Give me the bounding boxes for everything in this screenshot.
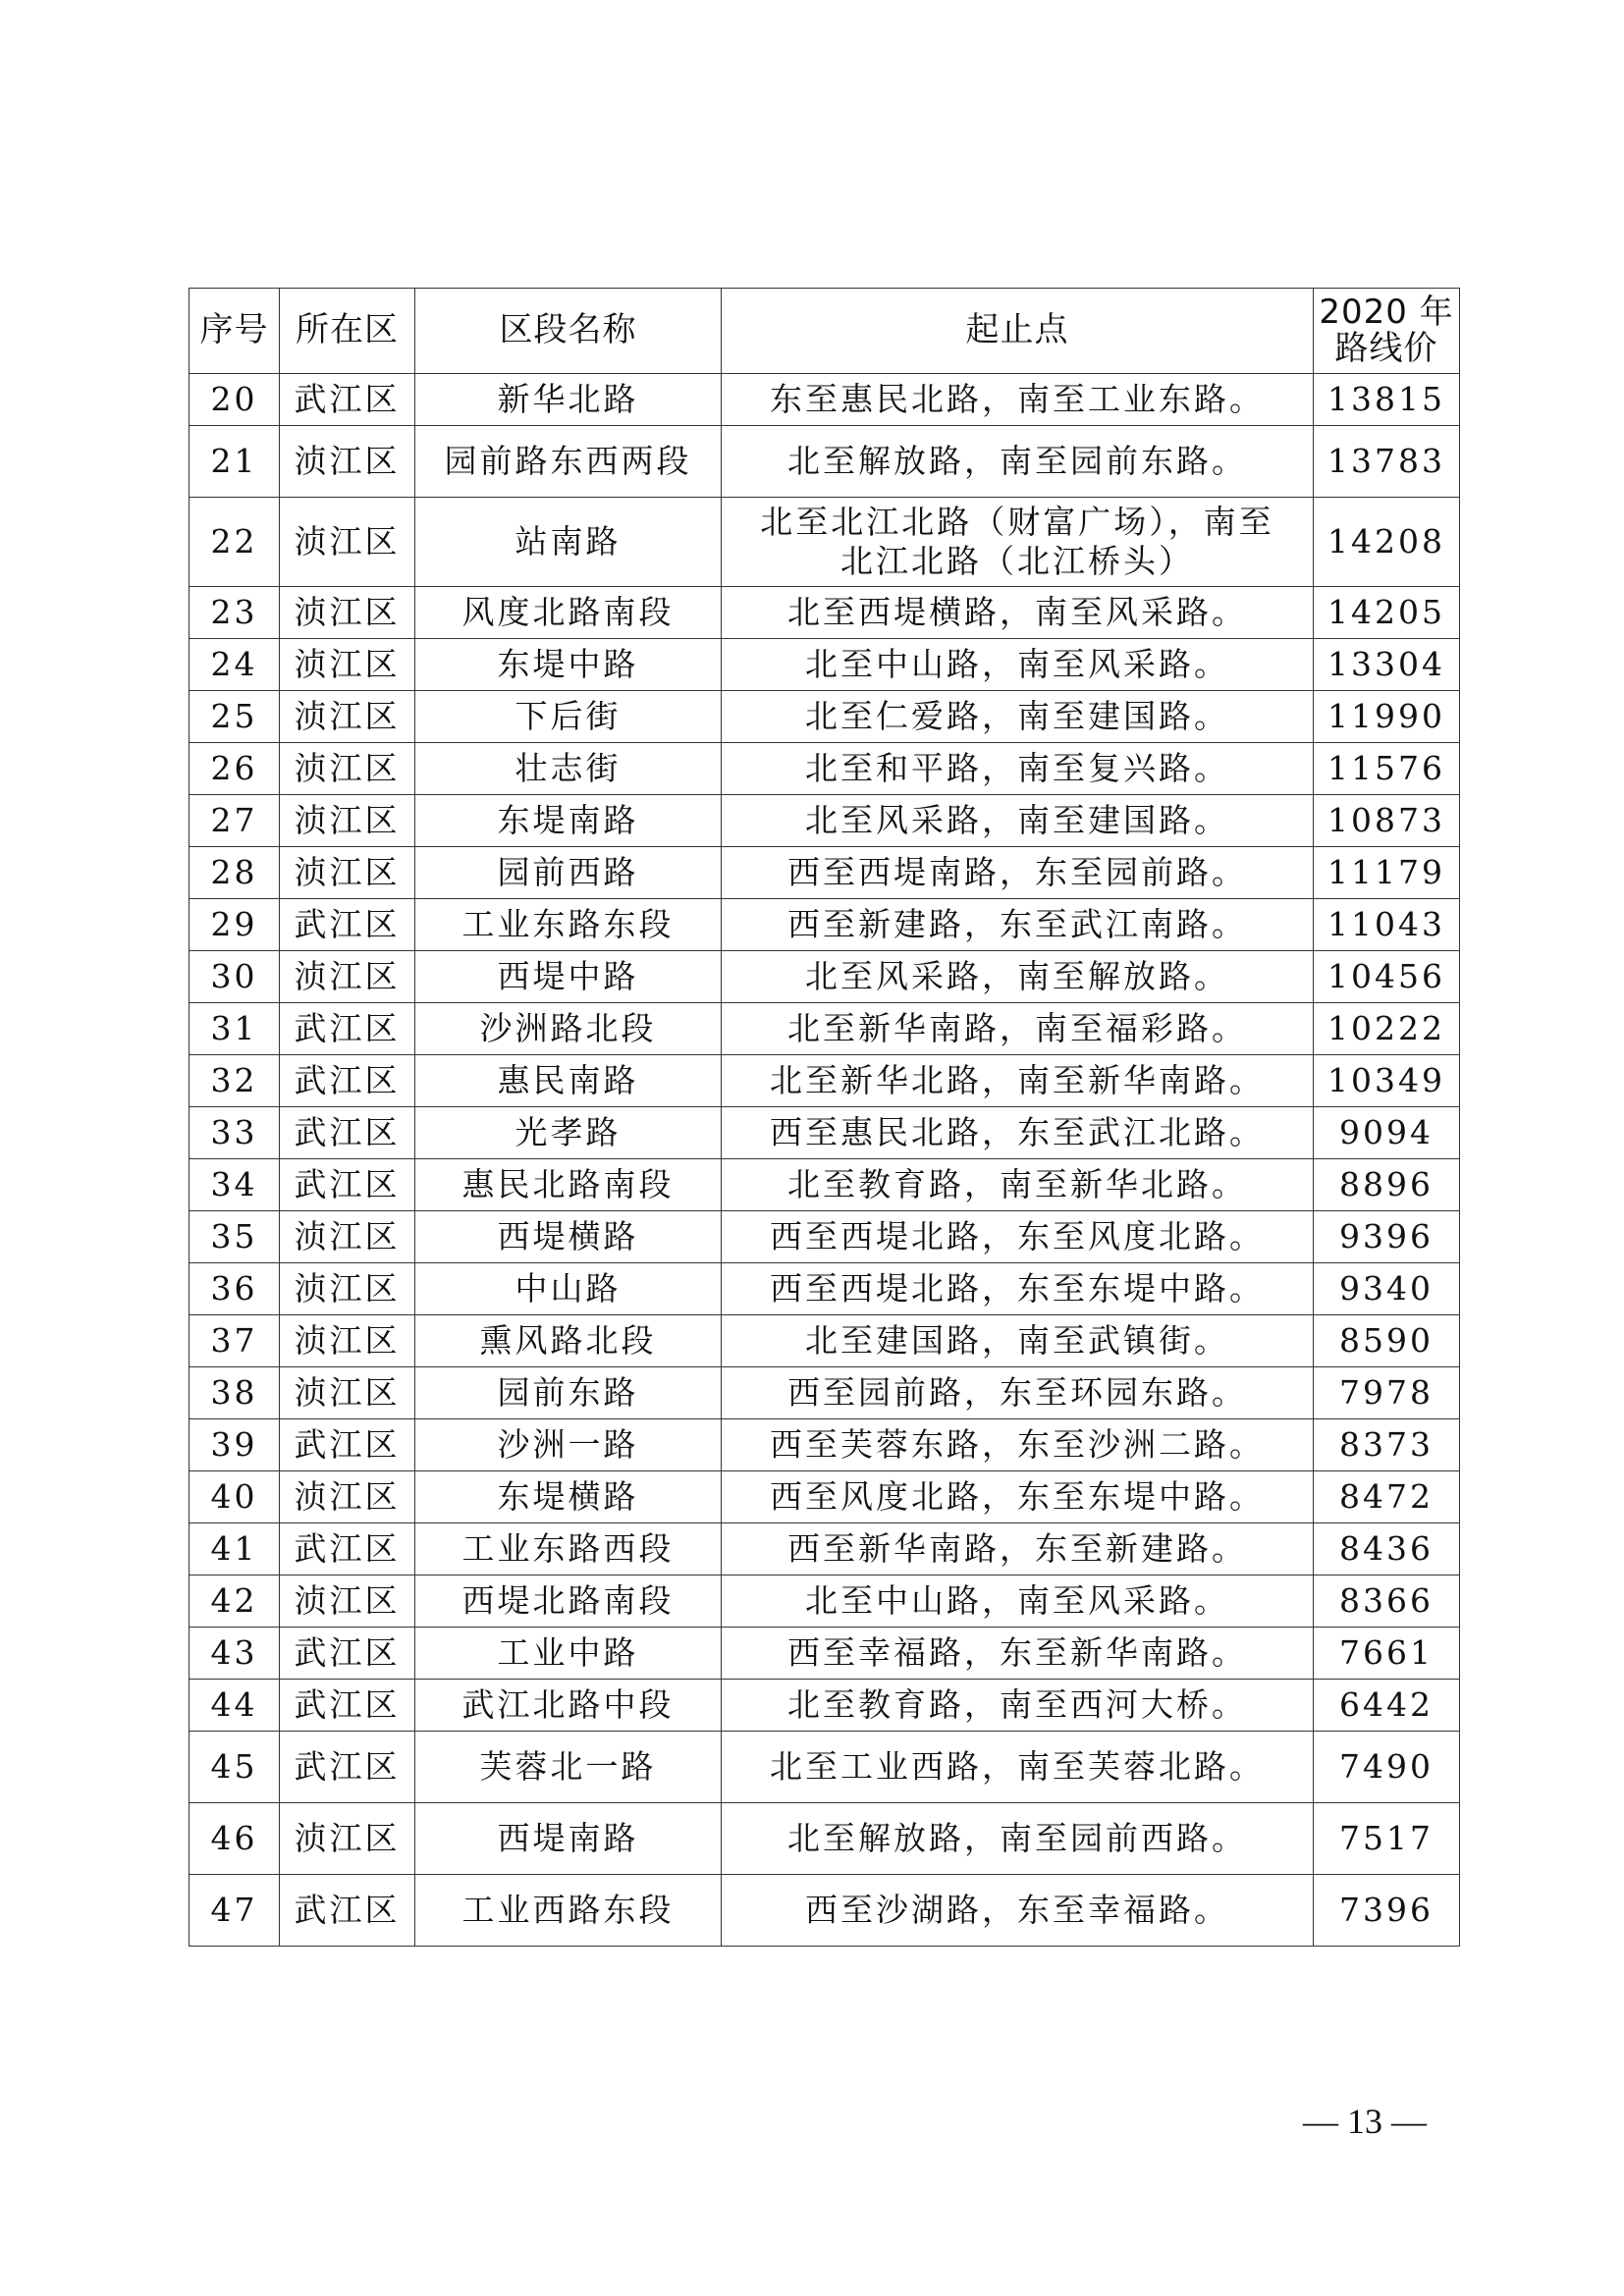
- row-range-line: 西至新建路，东至武江南路。: [787, 904, 1247, 943]
- row-number: 36: [189, 1263, 280, 1315]
- row-section-name: 东堤横路: [415, 1471, 722, 1523]
- row-range: [722, 1419, 1314, 1471]
- row-range-line: 西至风度北路，东至东堤中路。: [770, 1476, 1265, 1516]
- row-price: 8366: [1314, 1575, 1460, 1628]
- row-district: 武江区: [280, 1419, 415, 1471]
- row-price: 11990: [1314, 691, 1460, 743]
- row-section-name: 园前路东西两段: [415, 426, 722, 498]
- row-number: 29: [189, 899, 280, 951]
- row-price: 8472: [1314, 1471, 1460, 1523]
- row-range-line: 东至惠民北路，南至工业东路。: [770, 379, 1265, 418]
- table-row: [189, 1211, 1460, 1263]
- row-district: 武江区: [280, 1159, 415, 1211]
- row-number: 33: [189, 1107, 280, 1159]
- row-section-name: 下后街: [415, 691, 722, 743]
- row-district: 浈江区: [280, 1211, 415, 1263]
- row-range-line: 北至教育路，南至新华北路。: [787, 1164, 1247, 1203]
- row-range: [722, 691, 1314, 743]
- row-range-line: 北至中山路，南至风采路。: [805, 1580, 1229, 1620]
- row-range: [722, 374, 1314, 426]
- row-district: 浈江区: [280, 1575, 415, 1628]
- row-range: [722, 1680, 1314, 1732]
- row-district: 武江区: [280, 1055, 415, 1107]
- row-price: 7517: [1314, 1803, 1460, 1875]
- row-price: 8436: [1314, 1523, 1460, 1575]
- row-number: 47: [189, 1875, 280, 1947]
- row-section-name: 惠民南路: [415, 1055, 722, 1107]
- row-price: 8590: [1314, 1315, 1460, 1367]
- row-price: 10873: [1314, 795, 1460, 847]
- row-range: [722, 1003, 1314, 1055]
- road-price-table: [189, 288, 1460, 1947]
- row-range-line: 北至仁爱路，南至建国路。: [805, 696, 1229, 735]
- row-range-line: 西至园前路，东至环园东路。: [787, 1372, 1247, 1412]
- row-range-line: 北江北路（北江桥头）: [840, 542, 1194, 580]
- row-number: 24: [189, 639, 280, 691]
- row-number: 44: [189, 1680, 280, 1732]
- row-number: 41: [189, 1523, 280, 1575]
- row-range: [722, 1471, 1314, 1523]
- row-section-name: 东堤南路: [415, 795, 722, 847]
- row-range: [722, 1315, 1314, 1367]
- row-section-name: 新华北路: [415, 374, 722, 426]
- row-district: 浈江区: [280, 587, 415, 639]
- row-number: 28: [189, 847, 280, 899]
- table-row: [189, 1803, 1460, 1875]
- row-range-line: 北至新华南路，南至福彩路。: [787, 1008, 1247, 1047]
- row-range: [722, 899, 1314, 951]
- row-section-name: 园前西路: [415, 847, 722, 899]
- row-section-name: 光孝路: [415, 1107, 722, 1159]
- row-range-line: 西至幸福路，东至新华南路。: [787, 1632, 1247, 1672]
- row-section-name: 熏风路北段: [415, 1315, 722, 1367]
- row-district: 浈江区: [280, 847, 415, 899]
- row-range-line: 北至西堤横路，南至风采路。: [787, 592, 1247, 631]
- row-number: 23: [189, 587, 280, 639]
- row-price: 11179: [1314, 847, 1460, 899]
- row-section-name: 西堤南路: [415, 1803, 722, 1875]
- row-district: 武江区: [280, 1732, 415, 1803]
- row-range: [722, 1523, 1314, 1575]
- row-number: 45: [189, 1732, 280, 1803]
- row-range-line: 北至风采路，南至解放路。: [805, 956, 1229, 995]
- row-price: 9396: [1314, 1211, 1460, 1263]
- row-price: 8373: [1314, 1419, 1460, 1471]
- row-section-name: 西堤横路: [415, 1211, 722, 1263]
- table-row: [189, 1419, 1460, 1471]
- table-row: [189, 1875, 1460, 1947]
- row-number: 37: [189, 1315, 280, 1367]
- row-price: 7978: [1314, 1367, 1460, 1419]
- row-district: 浈江区: [280, 1263, 415, 1315]
- row-range: [722, 1263, 1314, 1315]
- row-range-line: 北至风采路，南至建国路。: [805, 800, 1229, 839]
- header-price-label: 路线价: [1334, 329, 1438, 368]
- row-range: [722, 639, 1314, 691]
- row-number: 39: [189, 1419, 280, 1471]
- row-district: 浈江区: [280, 498, 415, 587]
- row-price: 11576: [1314, 743, 1460, 795]
- page-number: — 13 —: [1303, 2102, 1427, 2141]
- row-range-line: 西至西堤南路，东至园前路。: [787, 852, 1247, 891]
- row-range-line: 西至新华南路，东至新建路。: [787, 1528, 1247, 1568]
- row-range: [722, 1875, 1314, 1947]
- row-number: 40: [189, 1471, 280, 1523]
- row-price: 10349: [1314, 1055, 1460, 1107]
- row-district: 浈江区: [280, 1471, 415, 1523]
- table-row: [189, 374, 1460, 426]
- row-price: 13815: [1314, 374, 1460, 426]
- row-number: 38: [189, 1367, 280, 1419]
- row-section-name: 壮志街: [415, 743, 722, 795]
- table-row: [189, 426, 1460, 498]
- row-range-line: 北至工业西路，南至芙蓉北路。: [770, 1746, 1265, 1786]
- row-section-name: 工业东路西段: [415, 1523, 722, 1575]
- table-row: [189, 1107, 1460, 1159]
- row-section-name: 武江北路中段: [415, 1680, 722, 1732]
- row-district: 武江区: [280, 1680, 415, 1732]
- table-row: [189, 795, 1460, 847]
- row-district: 浈江区: [280, 691, 415, 743]
- row-district: 武江区: [280, 1107, 415, 1159]
- table-body: [189, 374, 1460, 1947]
- row-range: [722, 426, 1314, 498]
- header-district: 所在区: [280, 289, 415, 374]
- table-row: [189, 691, 1460, 743]
- row-district: 武江区: [280, 899, 415, 951]
- row-price: 14205: [1314, 587, 1460, 639]
- row-district: 浈江区: [280, 1803, 415, 1875]
- row-range-line: 北至中山路，南至风采路。: [805, 644, 1229, 683]
- row-district: 武江区: [280, 374, 415, 426]
- row-range-line: 北至教育路，南至西河大桥。: [787, 1684, 1247, 1724]
- table-row: [189, 899, 1460, 951]
- table-row: [189, 1575, 1460, 1628]
- row-range: [722, 587, 1314, 639]
- row-range-line: 北至解放路，南至园前东路。: [787, 441, 1247, 480]
- row-price: 13783: [1314, 426, 1460, 498]
- table-row: [189, 1055, 1460, 1107]
- row-number: 34: [189, 1159, 280, 1211]
- table-row: [189, 1003, 1460, 1055]
- row-number: 31: [189, 1003, 280, 1055]
- row-range: [722, 1575, 1314, 1628]
- row-range-line: 北至新华北路，南至新华南路。: [770, 1060, 1265, 1099]
- row-range: [722, 1367, 1314, 1419]
- row-price: 7661: [1314, 1628, 1460, 1680]
- row-section-name: 工业西路东段: [415, 1875, 722, 1947]
- row-number: 32: [189, 1055, 280, 1107]
- row-range-line: 西至惠民北路，东至武江北路。: [770, 1112, 1265, 1151]
- table-row: [189, 639, 1460, 691]
- row-section-name: 东堤中路: [415, 639, 722, 691]
- row-district: 浈江区: [280, 795, 415, 847]
- row-range: [722, 795, 1314, 847]
- row-section-name: 中山路: [415, 1263, 722, 1315]
- row-range: [722, 1732, 1314, 1803]
- header-price: [1314, 289, 1460, 374]
- row-section-name: 园前东路: [415, 1367, 722, 1419]
- row-section-name: 惠民北路南段: [415, 1159, 722, 1211]
- row-range-line: 西至西堤北路，东至东堤中路。: [770, 1268, 1265, 1308]
- table-row: [189, 498, 1460, 587]
- table-row: [189, 847, 1460, 899]
- row-range: [722, 1159, 1314, 1211]
- row-section-name: 西堤北路南段: [415, 1575, 722, 1628]
- row-price: 7396: [1314, 1875, 1460, 1947]
- row-district: 浈江区: [280, 1367, 415, 1419]
- row-range-line: 西至沙湖路，东至幸福路。: [805, 1890, 1229, 1929]
- row-range: [722, 1803, 1314, 1875]
- table-row: [189, 951, 1460, 1003]
- row-range: [722, 1055, 1314, 1107]
- row-number: 27: [189, 795, 280, 847]
- row-number: 35: [189, 1211, 280, 1263]
- row-district: 武江区: [280, 1875, 415, 1947]
- row-range: [722, 847, 1314, 899]
- row-number: 30: [189, 951, 280, 1003]
- row-price: 10222: [1314, 1003, 1460, 1055]
- row-district: 武江区: [280, 1628, 415, 1680]
- row-section-name: 沙洲路北段: [415, 1003, 722, 1055]
- row-range-line: 西至芙蓉东路，东至沙洲二路。: [770, 1424, 1265, 1464]
- row-number: 21: [189, 426, 280, 498]
- row-range: [722, 498, 1314, 587]
- row-section-name: 站南路: [415, 498, 722, 587]
- header-price-year: 2020 年: [1319, 292, 1454, 332]
- row-number: 46: [189, 1803, 280, 1875]
- row-section-name: 工业东路东段: [415, 899, 722, 951]
- row-price: 8896: [1314, 1159, 1460, 1211]
- row-number: 26: [189, 743, 280, 795]
- row-section-name: 沙洲一路: [415, 1419, 722, 1471]
- row-range-line: 北至解放路，南至园前西路。: [787, 1818, 1247, 1857]
- row-district: 浈江区: [280, 1315, 415, 1367]
- row-district: 武江区: [280, 1003, 415, 1055]
- table-row: [189, 1159, 1460, 1211]
- table-row: [189, 1263, 1460, 1315]
- row-range: [722, 1211, 1314, 1263]
- table-row: [189, 1367, 1460, 1419]
- row-district: 浈江区: [280, 426, 415, 498]
- header-range: 起止点: [722, 289, 1314, 374]
- table-header-row: [189, 289, 1460, 374]
- row-price: 11043: [1314, 899, 1460, 951]
- row-price: 7490: [1314, 1732, 1460, 1803]
- row-district: 浈江区: [280, 743, 415, 795]
- row-number: 25: [189, 691, 280, 743]
- row-number: 42: [189, 1575, 280, 1628]
- row-section-name: 工业中路: [415, 1628, 722, 1680]
- row-range-line: 西至西堤北路，东至风度北路。: [770, 1216, 1265, 1255]
- row-price: 9094: [1314, 1107, 1460, 1159]
- row-range-line: 北至和平路，南至复兴路。: [805, 748, 1229, 787]
- header-section: 区段名称: [415, 289, 722, 374]
- row-section-name: 风度北路南段: [415, 587, 722, 639]
- row-number: 22: [189, 498, 280, 587]
- row-range-line: 北至北江北路（财富广场），南至: [760, 502, 1274, 541]
- row-price: 6442: [1314, 1680, 1460, 1732]
- row-section-name: 芙蓉北一路: [415, 1732, 722, 1803]
- table-row: [189, 587, 1460, 639]
- row-number: 43: [189, 1628, 280, 1680]
- row-range: [722, 1107, 1314, 1159]
- row-range: [722, 951, 1314, 1003]
- table-row: [189, 1523, 1460, 1575]
- row-section-name: 西堤中路: [415, 951, 722, 1003]
- row-price: 13304: [1314, 639, 1460, 691]
- row-district: 浈江区: [280, 951, 415, 1003]
- header-no: 序号: [189, 289, 280, 374]
- table-row: [189, 1732, 1460, 1803]
- row-district: 武江区: [280, 1523, 415, 1575]
- row-range: [722, 743, 1314, 795]
- row-range-line: 北至建国路，南至武镇街。: [805, 1320, 1229, 1360]
- row-district: 浈江区: [280, 639, 415, 691]
- table-row: [189, 1471, 1460, 1523]
- row-price: 9340: [1314, 1263, 1460, 1315]
- row-number: 20: [189, 374, 280, 426]
- table-row: [189, 1628, 1460, 1680]
- row-price: 14208: [1314, 498, 1460, 587]
- row-price: 10456: [1314, 951, 1460, 1003]
- row-range: [722, 1628, 1314, 1680]
- table-row: [189, 1680, 1460, 1732]
- table-row: [189, 743, 1460, 795]
- table-row: [189, 1315, 1460, 1367]
